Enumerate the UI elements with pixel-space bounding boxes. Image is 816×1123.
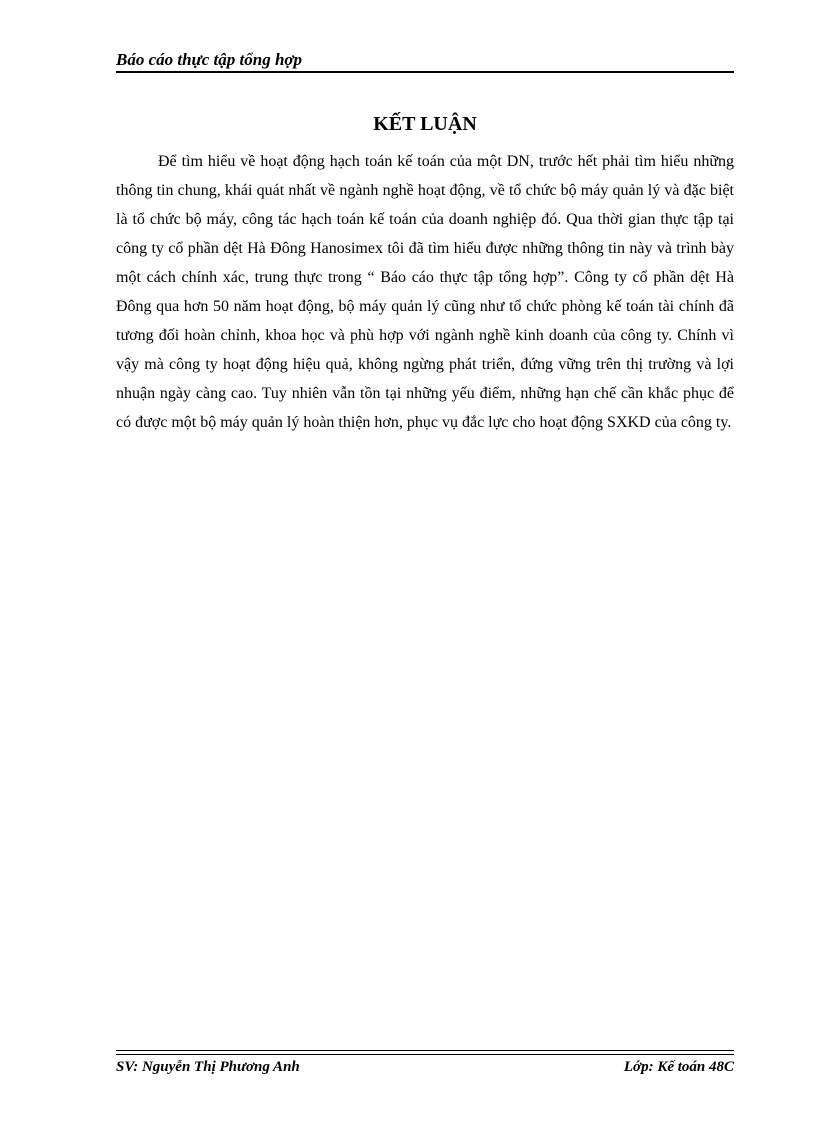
footer-rule: [116, 1050, 734, 1055]
footer-student-name: SV: Nguyễn Thị Phương Anh: [116, 1059, 300, 1075]
header-title: Báo cáo thực tập tổng hợp: [116, 50, 303, 69]
section-heading: KẾT LUẬN: [373, 113, 477, 135]
page-footer: [116, 1050, 734, 1080]
header-rule: [116, 71, 734, 73]
page-header: [116, 48, 734, 74]
footer-class-label: Lớp: Kế toán 48C: [623, 1059, 734, 1075]
conclusion-paragraph: Để tìm hiểu về hoạt động hạch toán kế toán của một DN, trước hết phải tìm hiểu những thông tin chung, khái quát nhất về ngành nghề hoạt động, về tổ chức bộ máy quản lý và đặc biệt là tổ chức bộ máy, công tác hạch toán kế toán của doanh nghiệp đó. Qua thời gian thực tập tại công ty cổ phần dệt Hà Đông Hanosimex tôi đã tìm hiểu được những thông tin này và trình bày một cách chính xác, trung thực trong “ Báo cáo thực tập tổng hợp”. Công ty cổ phần dệt Hà Đông qua hơn 50 năm hoạt động, bộ máy quản lý cũng như tổ chức phòng kế toán tài chính đã tương đối hoàn chỉnh, khoa học và phù hợp với ngành nghề kinh doanh của công ty. Chính vì vậy mà công ty hoạt động hiệu quả, không ngừng phát triển, đứng vững trên thị trường và lợi nhuận ngày càng cao. Tuy nhiên vẫn tồn tại những yếu điểm, những hạn chế cần khắc phục để có được một bộ máy quản lý hoàn thiện hơn, phục vụ đắc lực cho hoạt động SXKD của công ty.: [116, 153, 734, 431]
